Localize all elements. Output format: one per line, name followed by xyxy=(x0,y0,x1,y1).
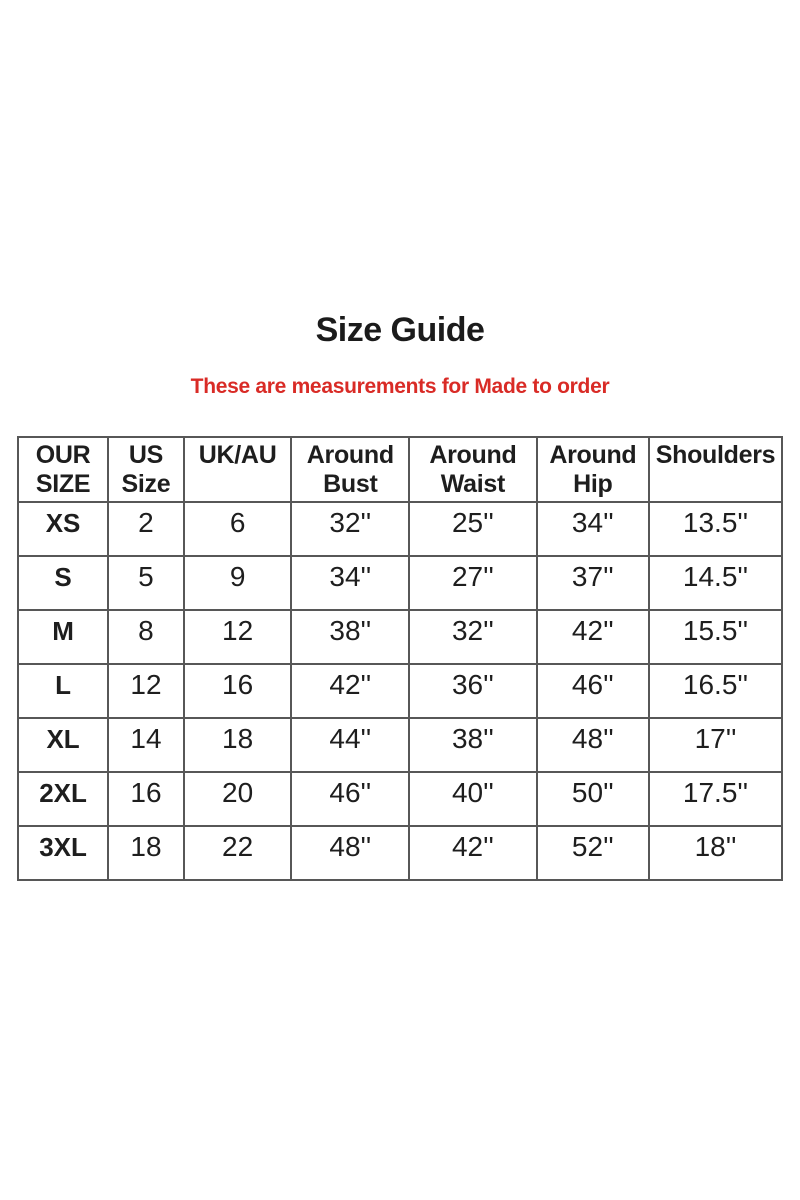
cell-around-waist: 27'' xyxy=(409,556,537,610)
cell-around-bust: 32'' xyxy=(291,502,409,556)
header-line: Size xyxy=(121,470,171,498)
header-line: SIZE xyxy=(35,470,91,498)
size-table xyxy=(17,436,783,881)
header-line: Waist xyxy=(440,470,506,498)
cell-around-waist: 25'' xyxy=(409,502,537,556)
cell-us-size: 12 xyxy=(108,664,184,718)
table-row-xs xyxy=(18,502,782,556)
cell-shoulders: 16.5'' xyxy=(649,664,782,718)
cell-our-size: S xyxy=(18,556,108,610)
cell-around-hip: 48'' xyxy=(537,718,649,772)
cell-shoulders: 17'' xyxy=(649,718,782,772)
cell-shoulders: 13.5'' xyxy=(649,502,782,556)
cell-us-size: 18 xyxy=(108,826,184,880)
cell-around-waist: 38'' xyxy=(409,718,537,772)
cell-around-hip: 42'' xyxy=(537,610,649,664)
cell-us-size: 5 xyxy=(108,556,184,610)
header-line: Around xyxy=(549,441,637,469)
header-line: Hip xyxy=(573,470,613,498)
cell-around-bust: 46'' xyxy=(291,772,409,826)
cell-shoulders: 18'' xyxy=(649,826,782,880)
cell-uk-au: 9 xyxy=(184,556,292,610)
cell-us-size: 14 xyxy=(108,718,184,772)
cell-shoulders: 14.5'' xyxy=(649,556,782,610)
cell-our-size: L xyxy=(18,664,108,718)
header-line: OUR xyxy=(35,441,91,469)
cell-uk-au: 16 xyxy=(184,664,292,718)
header-line: Shoulders xyxy=(655,441,776,469)
cell-around-hip: 52'' xyxy=(537,826,649,880)
cell-our-size: 2XL xyxy=(18,772,108,826)
column-header-around-bust xyxy=(291,437,409,502)
header-row xyxy=(18,437,782,502)
cell-around-hip: 37'' xyxy=(537,556,649,610)
cell-around-hip: 50'' xyxy=(537,772,649,826)
cell-us-size: 16 xyxy=(108,772,184,826)
column-header-us-size xyxy=(108,437,184,502)
header-line: Around xyxy=(429,441,517,469)
cell-around-bust: 34'' xyxy=(291,556,409,610)
cell-around-waist: 40'' xyxy=(409,772,537,826)
cell-our-size: M xyxy=(18,610,108,664)
made-to-order-note: These are measurements for Made to order xyxy=(190,375,610,398)
table-row-3xl xyxy=(18,826,782,880)
cell-around-bust: 42'' xyxy=(291,664,409,718)
cell-our-size: XL xyxy=(18,718,108,772)
column-header-our-size xyxy=(18,437,108,502)
cell-uk-au: 22 xyxy=(184,826,292,880)
cell-our-size: XS xyxy=(18,502,108,556)
column-header-around-hip xyxy=(537,437,649,502)
header-line: Bust xyxy=(323,470,378,498)
cell-around-hip: 46'' xyxy=(537,664,649,718)
cell-uk-au: 20 xyxy=(184,772,292,826)
table-row-m xyxy=(18,610,782,664)
header-line: UK/AU xyxy=(198,441,277,469)
cell-around-waist: 36'' xyxy=(409,664,537,718)
cell-around-bust: 44'' xyxy=(291,718,409,772)
cell-uk-au: 18 xyxy=(184,718,292,772)
column-header-uk-au xyxy=(184,437,292,502)
table-row-xl xyxy=(18,718,782,772)
cell-shoulders: 15.5'' xyxy=(649,610,782,664)
table-row-l xyxy=(18,664,782,718)
cell-our-size: 3XL xyxy=(18,826,108,880)
header-line: US xyxy=(128,441,164,469)
cell-us-size: 2 xyxy=(108,502,184,556)
cell-around-bust: 48'' xyxy=(291,826,409,880)
cell-uk-au: 12 xyxy=(184,610,292,664)
cell-around-waist: 42'' xyxy=(409,826,537,880)
cell-shoulders: 17.5'' xyxy=(649,772,782,826)
column-header-shoulders xyxy=(649,437,782,502)
cell-around-waist: 32'' xyxy=(409,610,537,664)
table-row-s xyxy=(18,556,782,610)
cell-uk-au: 6 xyxy=(184,502,292,556)
table-row-2xl xyxy=(18,772,782,826)
cell-us-size: 8 xyxy=(108,610,184,664)
cell-around-bust: 38'' xyxy=(291,610,409,664)
header-line: Around xyxy=(306,441,394,469)
page-title: Size Guide xyxy=(315,311,485,349)
column-header-around-waist xyxy=(409,437,537,502)
cell-around-hip: 34'' xyxy=(537,502,649,556)
